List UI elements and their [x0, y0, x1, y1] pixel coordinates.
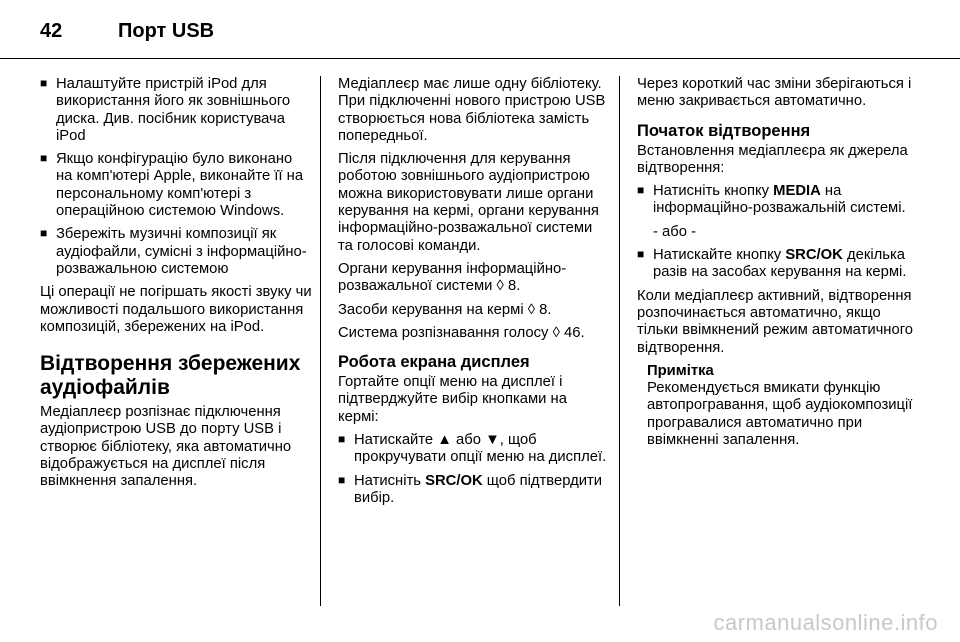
paragraph: Встановлення медіаплеєра як джерела відтворення:: [637, 142, 908, 176]
column-1: [40, 76, 312, 497]
bullet-list: [40, 76, 312, 278]
column-2: [338, 76, 610, 513]
or-separator: - або -: [653, 223, 697, 240]
paragraph: Гортайте опції меню на дисплеї і підтверджуйте вибір кнопками на кермі:: [338, 374, 567, 425]
list-item: ■ Збережіть музичні композиції як аудіофайли, сумісні з інформаційно-розважальною системою: [40, 226, 312, 278]
list-item: ■ Якщо конфігурацію було виконано на комп'ютері Apple, виконайте її на персональному комп'ютері з операційною системою Windows.: [40, 151, 312, 220]
list-item: [338, 473, 610, 508]
bullet-list: [637, 183, 922, 218]
bullet-list: [338, 432, 610, 507]
page-number: 42: [40, 20, 63, 42]
paragraph: Засоби керування на кермі ◊ 8.: [338, 301, 552, 318]
paragraph: Медіаплеєр розпізнає підключення аудіопристрою USB до порту USB і створює бібліотеку, яка автоматично відображується на дисплеї після ввімкнення запалення.: [40, 404, 292, 490]
button-label-media: MEDIA: [773, 183, 821, 200]
page-title: Порт USB: [118, 20, 215, 42]
page-header: [40, 20, 214, 43]
column-divider: [619, 76, 620, 606]
note-title: Примітка: [647, 362, 714, 379]
paragraph: Органи керування інформаційно-розважальної системи ◊ 8.: [338, 260, 567, 295]
text: щоб підтвердити вибір.: [354, 472, 603, 506]
text: на інформаційно-розважальній системі.: [653, 183, 906, 217]
button-label-src-ok: SRC/OK: [785, 247, 843, 264]
note-body: Рекомендується вмикати функцію автопрогравання, щоб аудіокомпозиції програвалися автоматично при ввімкненні запалення.: [647, 380, 913, 449]
watermark: carmanualsonline.info: [713, 610, 938, 635]
text: Натискайте кнопку: [653, 247, 786, 264]
paragraph: Ці операції не погіршать якості звуку чи можливості подальшого використання композицій, збережених на iPod.: [40, 284, 312, 335]
column-3: [637, 76, 922, 455]
text: Натисніть: [354, 472, 426, 489]
column-divider: [320, 76, 321, 606]
list-item: ■ Натискайте ▲ або ▼, щоб прокручувати опції меню на дисплеї.: [338, 432, 610, 467]
list-item: [637, 247, 922, 282]
header-rule: [0, 58, 960, 59]
paragraph: Після підключення для керування роботою зовнішнього аудіопристрою можна використовувати лише органи керування на кермі, органи керування інформаційно-розважальної системи та голосові команди.: [338, 151, 599, 254]
list-item: ■ Налаштуйте пристрій iPod для використання його як зовнішнього диска. Див. посібник користувача iPod: [40, 76, 312, 145]
section-heading: Робота екрана дисплея: [338, 353, 530, 372]
button-label-src-ok: SRC/OK: [425, 472, 483, 489]
text: декілька разів на засобах керування на кермі.: [653, 247, 907, 281]
bullet-list: [637, 247, 922, 282]
paragraph: Медіаплеєр має лише одну бібліотеку. При підключенні нового пристрою USB створюється нова бібліотека замість попередньої.: [338, 76, 606, 144]
text: Натисніть кнопку: [653, 183, 774, 200]
paragraph: Коли медіаплеєр активний, відтворення розпочинається автоматично, якщо тільки ввімкнений режим автоматичного відтворення.: [637, 287, 914, 356]
section-heading: Початок відтворення: [637, 121, 811, 140]
section-heading: Відтворення збережених аудіофайлів: [40, 352, 301, 400]
list-item: [637, 183, 922, 218]
paragraph: Система розпізнавання голосу ◊ 46.: [338, 324, 585, 341]
paragraph: Через короткий час зміни зберігаються і меню закривається автоматично.: [637, 76, 912, 110]
